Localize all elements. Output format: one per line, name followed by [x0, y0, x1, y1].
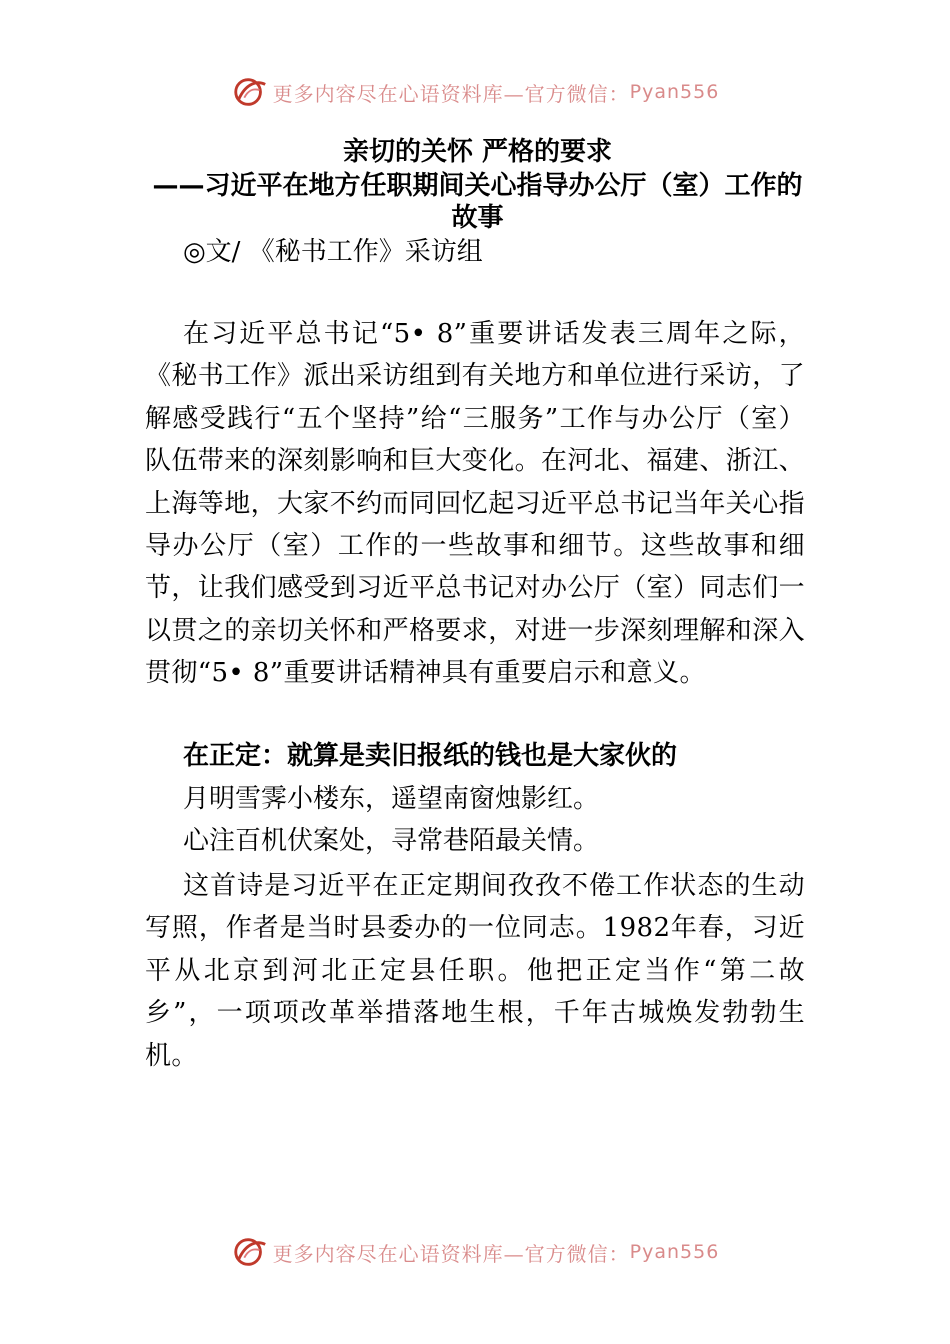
article-byline: ◎文/ 《秘书工作》采访组: [183, 237, 483, 267]
watermark-wechat-id: Pyan556: [629, 81, 720, 103]
watermark-text: 更多内容尽在心语资料库—官方微信：: [272, 1241, 630, 1266]
section-heading: 在正定：就算是卖旧报纸的钱也是大家伙的: [183, 741, 678, 771]
footer-watermark: [0, 1232, 950, 1272]
header-watermark: [0, 72, 950, 112]
red-swirl-logo-icon: [231, 73, 269, 111]
article-title: 亲切的关怀 严格的要求: [342, 137, 613, 167]
body-paragraph: 这首诗是习近平在正定期间孜孜不倦工作状态的生动写照，作者是当时县委办的一位同志。1982年春，习近平从北京到河北正定县任职。他把正定当作“第二故乡”，一项项改革举措落地生根，千年古城焕发勃勃生机。: [145, 871, 805, 1071]
poem-line-1: 月明雪霁小楼东，遥望南窗烛影红。: [183, 784, 600, 814]
watermark-wechat-id: Pyan556: [629, 1241, 720, 1263]
intro-paragraph: 在习近平总书记“5• 8”重要讲话发表三周年之际，《秘书工作》派出采访组到有关地方和单位进行采访，了解感受践行“五个坚持”给“三服务”工作与办公厅（室）队伍带来的深刻影响和巨大变化。在河北、福建、浙江、上海等地，大家不约而同回忆起习近平总书记当年关心指导办公厅（室）工作的一些故事和细节。这些故事和细节，让我们感受到习近平总书记对办公厅（室）同志们一以贯之的亲切关怀和严格要求，对进一步深刻理解和深入贯彻“5• 8”重要讲话精神具有重要启示和意义。: [145, 319, 806, 689]
article-subtitle: ——习近平在地方任职期间关心指导办公厅（室）工作的故事: [152, 171, 803, 233]
poem-line-2: 心注百机伏案处，寻常巷陌最关情。: [183, 826, 600, 856]
red-swirl-logo-icon: [231, 1233, 269, 1271]
watermark-text: 更多内容尽在心语资料库—官方微信：: [272, 81, 630, 106]
